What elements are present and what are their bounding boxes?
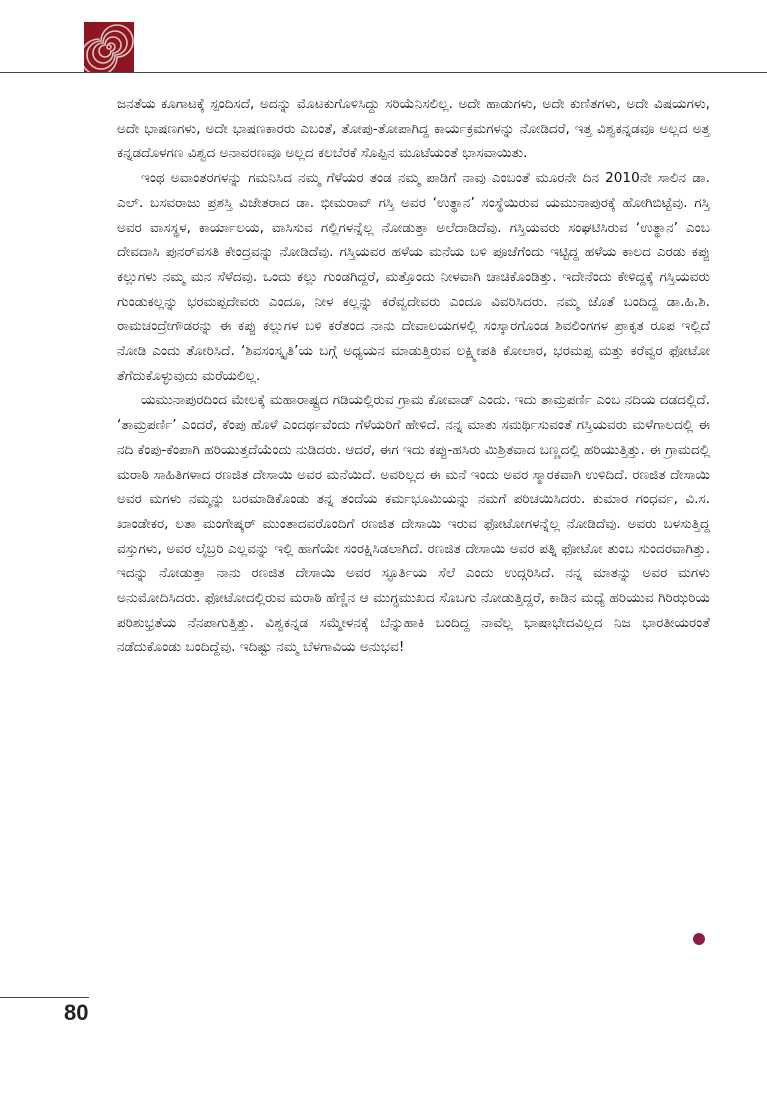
article-body <box>117 92 710 660</box>
end-dot-icon <box>693 933 705 945</box>
paragraph-2: ಇಂಥ ಅವಾಂತರಗಳನ್ನು ಗಮನಿಸಿದ ನಮ್ಮ ಗೆಳೆಯರ ತಂಡ ನಮ್ಮ ಪಾಡಿಗೆ ನಾವು ಎಂಬಂತೆ ಮೂರನೇ ದಿನ 2010ನೇ ಸಾಲಿನ ಡಾ. ಎಲ್. ಬಸವರಾಜು ಪ್ರಶಸ್ತಿ ವಿಜೇತರಾದ ಡಾ. ಭೀಮರಾವ್ ಗಸ್ತಿ ಅವರ ‘ಉತ್ಥಾನ’ ಸಂಸ್ಥೆಯಿರುವ ಯಮುನಾಪುರಕ್ಕೆ ಹೋಗಿಬಿಟ್ಟೆವು. ಗಸ್ತಿ ಅವರ ವಾಸಸ್ಥಳ, ಕಾರ್ಯಾಲಯ, ವಾಸಿಸುವ ಗಲ್ಲಿಗಳನ್ನೆಲ್ಲ ನೋಡುತ್ತಾ ಅಲೆದಾಡಿದೆವು. ಗಸ್ತಿಯವರು ಸಂಘಟಿಸಿರುವ ‘ಉತ್ಥಾನ’ ಎಂಬ ದೇವದಾಸಿ ಪುನರ್‌ವಸತಿ ಕೇಂದ್ರವನ್ನು ನೋಡಿದೆವು. ಗಸ್ತಿಯವರ ಹಳೆಯ ಮನೆಯ ಬಳಿ ಪೂಜೆಗೆಂದು ಇಟ್ಟಿದ್ದ ಹಳೆಯ ಕಾಲದ ಎರಡು ಕಪ್ಪು ಕಲ್ಲುಗಳು ನಮ್ಮ ಮನ ಸೆಳೆದವು. ಒಂದು ಕಲ್ಲು ಗುಂಡಗಿದ್ದರೆ, ಮತ್ತೊಂದು ನೀಳವಾಗಿ ಚಾಚಿಕೊಂಡಿತ್ತು. ಇದೇನೆಂದು ಕೇಳಿದ್ದಕ್ಕೆ ಗಸ್ತಿಯವರು ಗುಂಡುಕಲ್ಲನ್ನು ಭರಮಪ್ಪದೇವರು ಎಂದೂ, ನೀಳ ಕಲ್ಲನ್ನು ಕರೆವ್ವದೇವರು ಎಂದೂ ವಿವರಿಸಿದರು. ನಮ್ಮ ಜೊತೆ ಬಂದಿದ್ದ ಡಾ.ಹಿ.ಶಿ. ರಾಮಚಂದ್ರೇಗೌಡರನ್ನು ಈ ಕಪ್ಪು ಕಲ್ಲುಗಳ ಬಳಿ ಕರೆತಂದ ನಾನು ದೇವಾಲಯಗಳಲ್ಲಿ ಸಂಸ್ಕಾರಗೊಂಡ ಶಿವಲಿಂಗಗಳ ಪ್ರಾಕೃತ ರೂಪ ಇಲ್ಲಿದೆ ನೋಡಿ ಎಂದು ತೋರಿಸಿದೆ. ‘ಶಿವಸಂಸ್ಕೃತಿ’ಯ ಬಗ್ಗೆ ಅಧ್ಯಯನ ಮಾಡುತ್ತಿರುವ ಲಕ್ಷ್ಮೀಪತಿ ಕೋಲಾರ, ಭರಮಪ್ಪ ಮತ್ತು ಕರೆವ್ವರ ಫೋಟೋ ತೆಗೆದುಕೊಳ್ಳುವುದು ಮರೆಯಲಿಲ್ಲ. <box>117 170 710 384</box>
publisher-logo <box>84 22 134 72</box>
page-number: 80 <box>64 1000 89 1025</box>
paragraph-3: ಯಮುನಾಪುರದಿಂದ ಮೇಲಕ್ಕೆ ಮಹಾರಾಷ್ಟ್ರದ ಗಡಿಯಲ್ಲಿರುವ ಗ್ರಾಮ ಕೋವಾಡ್ ಎಂದು. ಇದು ತಾಮ್ರಪರ್ಣಿ ಎಂಬ ನದಿಯ ದಡದಲ್ಲಿದೆ. ‘ತಾಮ್ರಪರ್ಣಿ’ ಎಂದರೆ, ಕೆಂಪು ಹೊಳೆ ಎಂದರ್ಥವೆಂದು ಗೆಳೆಯರಿಗೆ ಹೇಳಿದೆ. ನನ್ನ ಮಾತು ಸಮರ್ಥಿಸುವಂತೆ ಗಸ್ತಿಯವರು ಮಳೆಗಾಲದಲ್ಲಿ ಈ ನದಿ ಕೆಂಪು-ಕೆಂಪಾಗಿ ಹರಿಯುತ್ತದೆಯೆಂದು ನುಡಿದರು. ಆದರೆ, ಈಗ ಇದು ಕಪ್ಪು-ಹಸಿರು ಮಿಶ್ರಿತವಾದ ಬಣ್ಣದಲ್ಲಿ ಹರಿಯುತ್ತಿತ್ತು. ಈ ಗ್ರಾಮದಲ್ಲಿ ಮರಾಠಿ ಸಾಹಿತಿಗಳಾದ ರಣಜಿತ ದೇಸಾಯಿ ಅವರ ಮನೆಯಿದೆ. ಅವರಿಲ್ಲದ ಈ ಮನೆ ಇಂದು ಅವರ ಸ್ಮಾರಕವಾಗಿ ಉಳಿದಿದೆ. ರಣಜಿತ ದೇಸಾಯಿ ಅವರ ಮಗಳು ನಮ್ಮನ್ನು ಬರಮಾಡಿಕೊಂಡು ತನ್ನ ತಂದೆಯ ಕರ್ಮಭೂಮಿಯನ್ನು ನಮಗೆ ಪರಿಚಯಿಸಿದರು. ಕುಮಾರ ಗಂಧರ್ವ, ವಿ.ಸ. ಖಾಂಡೇಕರ, ಲತಾ ಮಂಗೇಷ್ಕರ್ ಮುಂತಾದವರೊಂದಿಗೆ ರಣಜಿತ ದೇಸಾಯಿ ಇರುವ ಫೋಟೋಗಳನ್ನೆಲ್ಲ ನೋಡಿದೆವು. ಅವರು ಬಳಸುತ್ತಿದ್ದ ವಸ್ತುಗಳು, ಅವರ ಲೈಬ್ರರಿ ಎಲ್ಲವನ್ನು ಇಲ್ಲಿ ಹಾಗೆಯೇ ಸಂರಕ್ಷಿಸಿಡಲಾಗಿದೆ. ರಣಜಿತ ದೇಸಾಯಿ ಅವರ ಪತ್ನಿ ಫೋಟೋ ತುಂಬ ಸುಂದರವಾಗಿತ್ತು. ಇದನ್ನು ನೋಡುತ್ತಾ ನಾನು ರಣಜಿತ ದೇಸಾಯಿ ಅವರ ಸ್ಫೂರ್ತಿಯ ಸೆಲೆ ಎಂದು ಉದ್ಗರಿಸಿದೆ. ನನ್ನ ಮಾತನ್ನು ಅವರ ಮಗಳು ಅನುಮೋದಿಸಿದರು. ಫೋಟೋದಲ್ಲಿರುವ ಮರಾಠಿ ಹೆಣ್ಣಿನ ಆ ಮುಗ್ಧಮುಖದ ಸೊಬಗು ನೋಡುತ್ತಿದ್ದರೆ, ಕಾಡಿನ ಮಧ್ಯೆ ಹರಿಯುವ ಗಿರಿಝರಿಯ ಪರಿಶುಭ್ರತೆಯ ನೆನಪಾಗುತ್ತಿತ್ತು. ವಿಶ್ವಕನ್ನಡ ಸಮ್ಮೇಳನಕ್ಕೆ ಬೆನ್ನುಹಾಕಿ ಬಂದಿದ್ದ ನಾವೆಲ್ಲ ಭಾಷಾಭೇದವಿಲ್ಲದ ನಿಜ ಭಾರತೀಯರಂತೆ ನಡೆದುಕೊಂಡು ಬಂದಿದ್ದೆವು. ಇದಿಷ್ಟು ನಮ್ಮ ಬೆಳಗಾವಿಯ ಅನುಭವ! <box>117 392 710 656</box>
spiral-icon <box>84 22 134 72</box>
paragraph-1: ಜನತೆಯ ಕೂಗಾಟಕ್ಕೆ ಸ್ಪಂದಿಸದೆ, ಅದನ್ನು ಮೊಟಕುಗೊಳಿಸಿದ್ದು ಸರಿಯೆನಿಸಲಿಲ್ಲ. ಅದೇ ಹಾಡುಗಳು, ಅದೇ ಕುಣಿತಗಳು, ಅದೇ ವಿಷಯಗಳು, ಅದೇ ಭಾಷಣಗಳು, ಅದೇ ಭಾಷಣಕಾರರು ಎಬಂತೆ, ತೋಪು-ತೋಪಾಗಿದ್ದ ಕಾರ್ಯಕ್ರಮಗಳನ್ನು ನೋಡಿದರೆ, ಇತ್ತ ವಿಶ್ವಕನ್ನಡವೂ ಅಲ್ಲದ ಅತ್ತ ಕನ್ನಡದೊಳಗಣ ವಿಶ್ವದ ಅನಾವರಣವೂ ಅಲ್ಲದ ಕಲಬೆರಕೆ ಸೊಪ್ಪಿನ ಮೂಟೆಯಂತೆ ಭಾಸವಾಯಿತು. <box>117 96 710 162</box>
footer-rule <box>0 997 89 998</box>
header-rule <box>0 72 767 73</box>
